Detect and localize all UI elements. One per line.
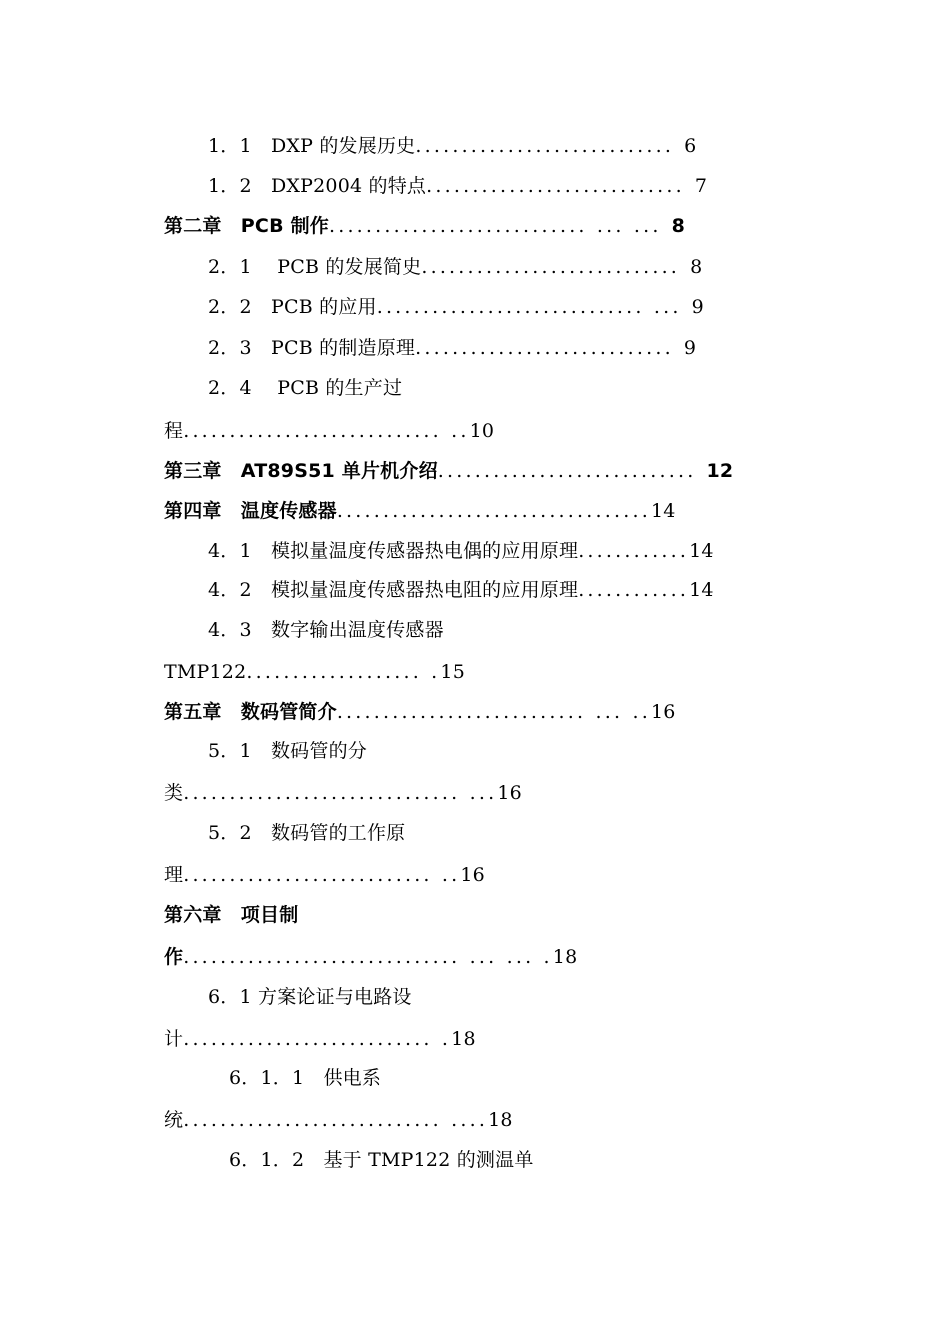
toc-entry-text: 5．2 数码管的工作原 — [208, 822, 406, 844]
toc-entry-text: 作 — [164, 946, 184, 968]
toc-page-number: 15 — [440, 661, 465, 683]
toc-leader: ............................ — [437, 460, 697, 482]
toc-entry-text: 类 — [164, 782, 184, 804]
toc-leader: .............................. ... — [183, 782, 498, 804]
toc-page-number: 8 — [690, 256, 703, 278]
toc-entry — [229, 1148, 534, 1172]
toc-entry-text: 第二章 PCB 制作 — [164, 215, 329, 237]
toc-entry-text: 计 — [164, 1028, 184, 1050]
toc-leader: .............................. ... ... . — [183, 946, 553, 968]
toc-entry-text: 1．2 DXP2004 的特点 — [208, 175, 427, 197]
toc-entry — [208, 174, 707, 198]
toc-entry-text: 6．1．1 供电系 — [229, 1067, 382, 1089]
toc-page-number: 14 — [650, 500, 676, 522]
toc-entry — [208, 739, 367, 763]
toc-entry-continuation — [164, 1108, 513, 1132]
toc-page-number: 12 — [706, 460, 734, 482]
toc-entry — [208, 376, 402, 400]
toc-page-number: 9 — [683, 337, 697, 359]
toc-entry — [208, 578, 714, 602]
toc-leader: ............................ ... ... — [328, 215, 662, 237]
toc-chapter — [164, 903, 298, 927]
toc-entry — [208, 985, 412, 1009]
toc-chapter — [164, 459, 733, 483]
toc-leader: ................... . — [246, 661, 441, 683]
toc-page-number: 6 — [684, 135, 697, 157]
toc-entry-text: 理 — [164, 864, 184, 886]
toc-entry — [208, 336, 696, 360]
toc-leader: ............................ — [415, 135, 675, 157]
toc-entry-text: 6．1 方案论证与电路设 — [208, 986, 412, 1008]
toc-entry-text: 1．1 DXP 的发展历史 — [208, 135, 416, 157]
toc-entry-text: 4．3 数字输出温度传感器 — [208, 619, 444, 641]
toc-entry — [208, 539, 714, 563]
toc-entry-continuation — [164, 863, 485, 887]
toc-leader: ........................... .. — [183, 864, 461, 886]
toc-entry-text: TMP122 — [164, 661, 247, 683]
toc-page-number: 18 — [488, 1109, 513, 1131]
toc-entry-continuation — [164, 660, 465, 684]
toc-entry-text: 第六章 项目制 — [164, 904, 299, 926]
toc-page-number: 16 — [497, 782, 522, 804]
toc-leader: ........................... ... .. — [336, 701, 651, 723]
toc-entry-text: 2．4 PCB 的生产过 — [208, 377, 403, 399]
toc-page-number: 16 — [650, 701, 676, 723]
toc-entry — [208, 134, 696, 158]
toc-leader: ............ — [578, 540, 690, 562]
toc-page-number: 7 — [694, 175, 708, 197]
toc-chapter-continuation — [164, 945, 577, 969]
toc-entry-text: 程 — [164, 420, 184, 442]
toc-leader: ............................. ... — [376, 296, 682, 318]
toc-chapter — [164, 499, 676, 523]
toc-entry-text: 4．1 模拟量温度传感器热电偶的应用原理 — [208, 540, 579, 562]
toc-chapter — [164, 700, 676, 724]
toc-leader: ............................ — [421, 256, 681, 278]
toc-leader: .................................. — [336, 500, 651, 522]
toc-entry-text: 6．1．2 基于 TMP122 的测温单 — [229, 1149, 534, 1171]
toc-entry-text: 4．2 模拟量温度传感器热电阻的应用原理 — [208, 579, 579, 601]
toc-entry-continuation — [164, 1027, 476, 1051]
toc-entry-text: 第五章 数码管简介 — [164, 701, 337, 723]
toc-entry-text: 5．1 数码管的分 — [208, 740, 367, 762]
toc-entry-continuation — [164, 419, 494, 443]
toc-chapter — [164, 214, 685, 238]
toc-leader: ............................ .... — [183, 1109, 489, 1131]
toc-page-number: 16 — [460, 864, 485, 886]
toc-entry — [208, 295, 704, 319]
toc-page-number: 8 — [671, 215, 686, 237]
toc-entry-continuation — [164, 781, 522, 805]
toc-page-number: 18 — [451, 1028, 476, 1050]
toc-leader: ............ — [578, 579, 690, 601]
toc-page-number: 18 — [552, 946, 578, 968]
toc-page-number: 10 — [469, 420, 495, 442]
toc-page-number: 14 — [689, 540, 714, 562]
toc-leader: ............................ — [415, 337, 674, 359]
toc-entry-text: 2．2 PCB 的应用 — [208, 296, 377, 318]
toc-leader: ............................ .. — [183, 420, 470, 442]
toc-entry — [208, 618, 444, 642]
toc-entry — [208, 255, 702, 279]
toc-leader: ........................... . — [183, 1028, 452, 1050]
toc-entry — [229, 1066, 381, 1090]
toc-entry-text: 2．1 PCB 的发展简史 — [208, 256, 422, 278]
toc-page-number: 14 — [689, 579, 714, 601]
toc-entry-text: 2．3 PCB 的制造原理 — [208, 337, 416, 359]
toc-entry-text: 第四章 温度传感器 — [164, 500, 337, 522]
toc-entry-text: 统 — [164, 1109, 184, 1131]
toc-page-number: 9 — [691, 296, 704, 318]
toc-entry-text: 第三章 AT89S51 单片机介绍 — [164, 460, 438, 482]
toc-entry — [208, 821, 405, 845]
toc-leader: ............................ — [426, 175, 685, 197]
